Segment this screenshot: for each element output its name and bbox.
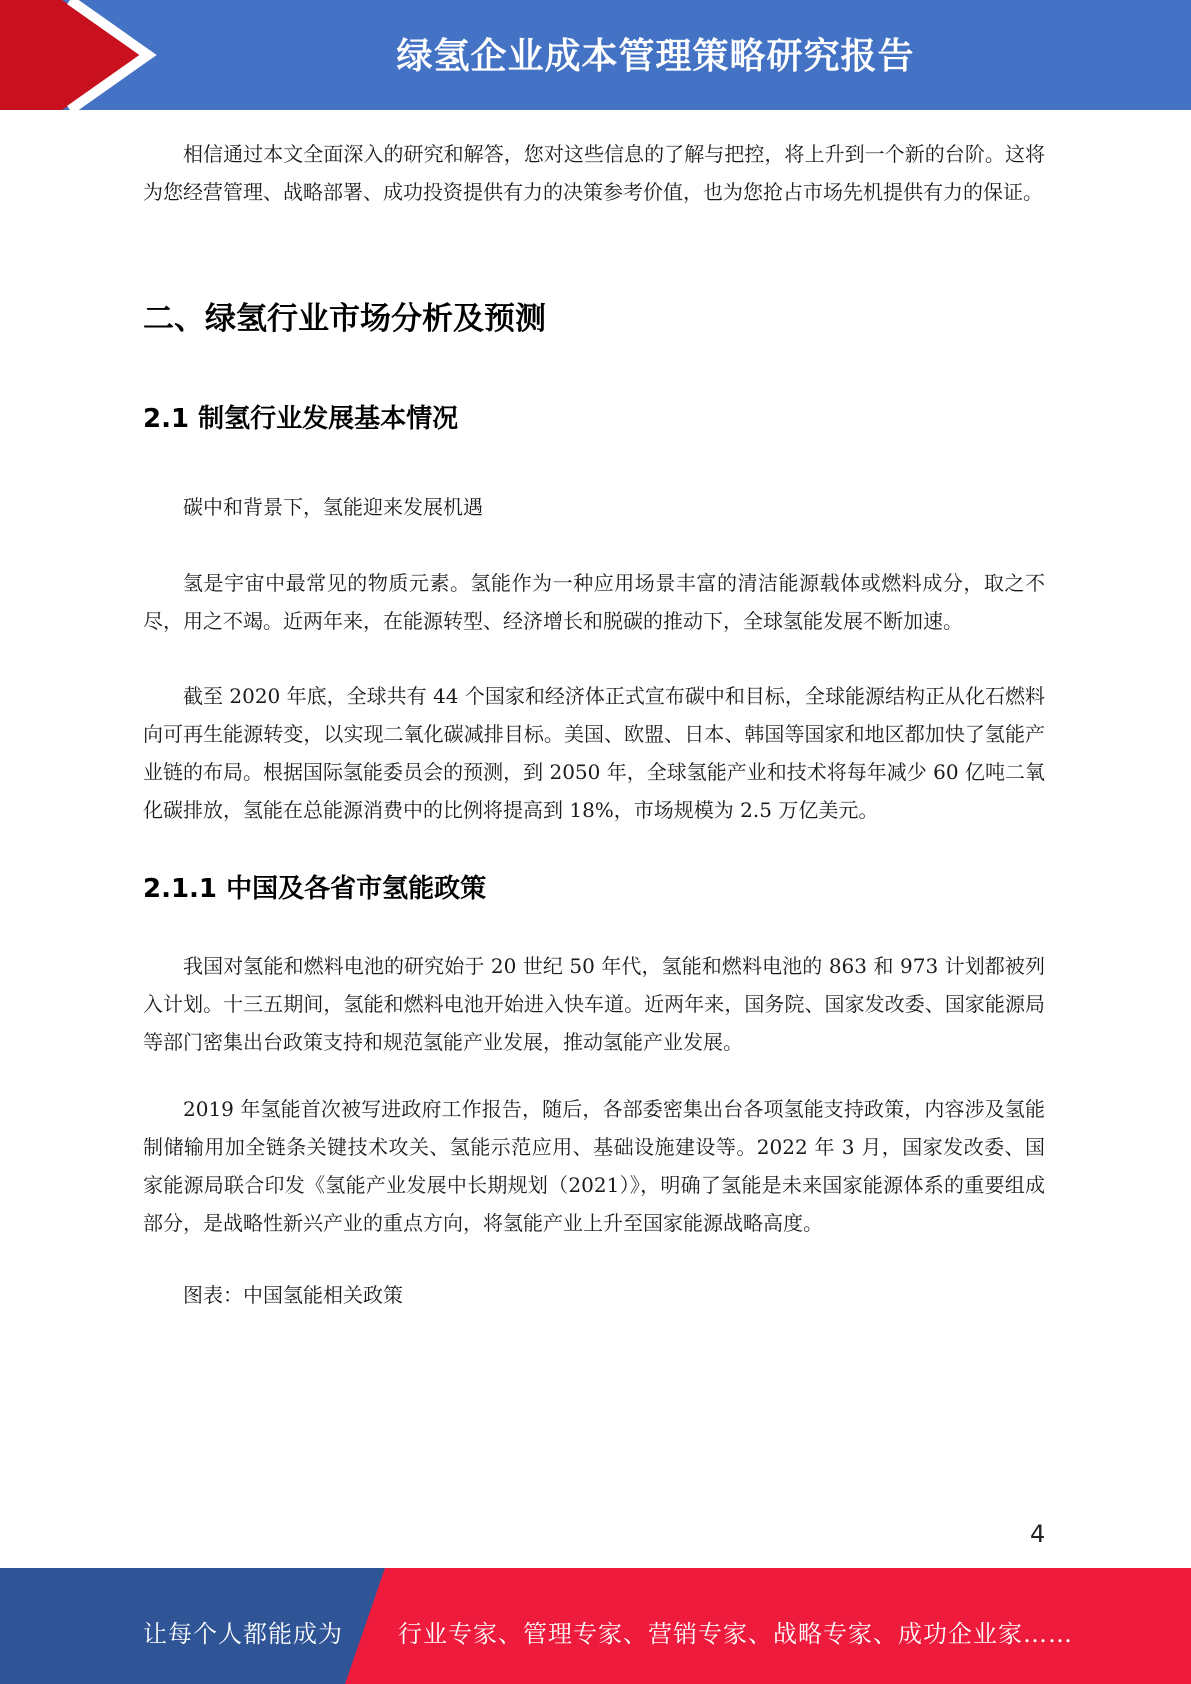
china-policy-paragraph: 我国对氢能和燃料电池的研究始于 20 世纪 50 年代，氢能和燃料电池的 863 和 973 计划都被列入计划。十三五期间，氢能和燃料电池开始进入快车道。近两年来，国务院、国家发改委、国家能源局等部门密集出台政策支持和规范氢能产业发展，推动氢能产业发展。 [143,954,1045,1054]
policy-2019-paragraph: 2019 年氢能首次被写进政府工作报告，随后，各部委密集出台各项氢能支持政策，内容涉及氢能制储输用加全链条关键技术攻关、氢能示范应用、基础设施建设等。2022 年 3 月，国家发改委、国家能源局联合印发《氢能产业发展中长期规划（2021）》，明确了氢能是未来国家能源体系的重要组成部分，是战略性新兴产业的重点方向，将氢能产业上升至国家能源战略高度。 [143,1097,1045,1235]
footer-slogan-right: 行业专家、管理专家、营销专家、战略专家、成功企业家…… [398,1620,1073,1648]
page-footer [0,1568,1191,1684]
carbon-neutral-paragraph: 截至 2020 年底，全球共有 44 个国家和经济体正式宣布碳中和目标，全球能源结构正从化石燃料向可再生能源转变，以实现二氧化碳减排目标。美国、欧盟、日本、韩国等国家和地区都加快了氢能产业链的布局。根据国际氢能委员会的预测，到 2050 年，全球氢能产业和技术将每年减少 60 亿吨二氧化碳排放，氢能在总能源消费中的比例将提高到 18%，市场规模为 2.5 万亿美元。 [143,684,1045,822]
report-title: 绿氢企业成本管理策略研究报告 [396,36,915,77]
figure-caption: 图表：中国氢能相关政策 [183,1283,403,1307]
sub-subsection-heading: 2.1.1 中国及各省市氢能政策 [143,874,487,904]
hydrogen-paragraph: 氢是宇宙中最常见的物质元素。氢能作为一种应用场景丰富的清洁能源载体或燃料成分，取之不尽，用之不竭。近两年来，在能源转型、经济增长和脱碳的推动下，全球氢能发展不断加速。 [143,571,1045,633]
footer-slogan-left: 让每个人都能成为 [143,1620,343,1648]
subsection-heading: 2.1 制氢行业发展基本情况 [143,404,459,434]
page-header [0,0,1191,110]
section-heading: 二、绿氢行业市场分析及预测 [143,301,546,337]
intro-paragraph: 相信通过本文全面深入的研究和解答，您对这些信息的了解与把控，将上升到一个新的台阶。这将为您经营管理、战略部署、成功投资提供有力的决策参考价值，也为您抢占市场先机提供有力的保证。 [143,142,1045,204]
background-paragraph: 碳中和背景下，氢能迎来发展机遇 [183,495,483,519]
page-number: 4 [1030,1520,1046,1548]
